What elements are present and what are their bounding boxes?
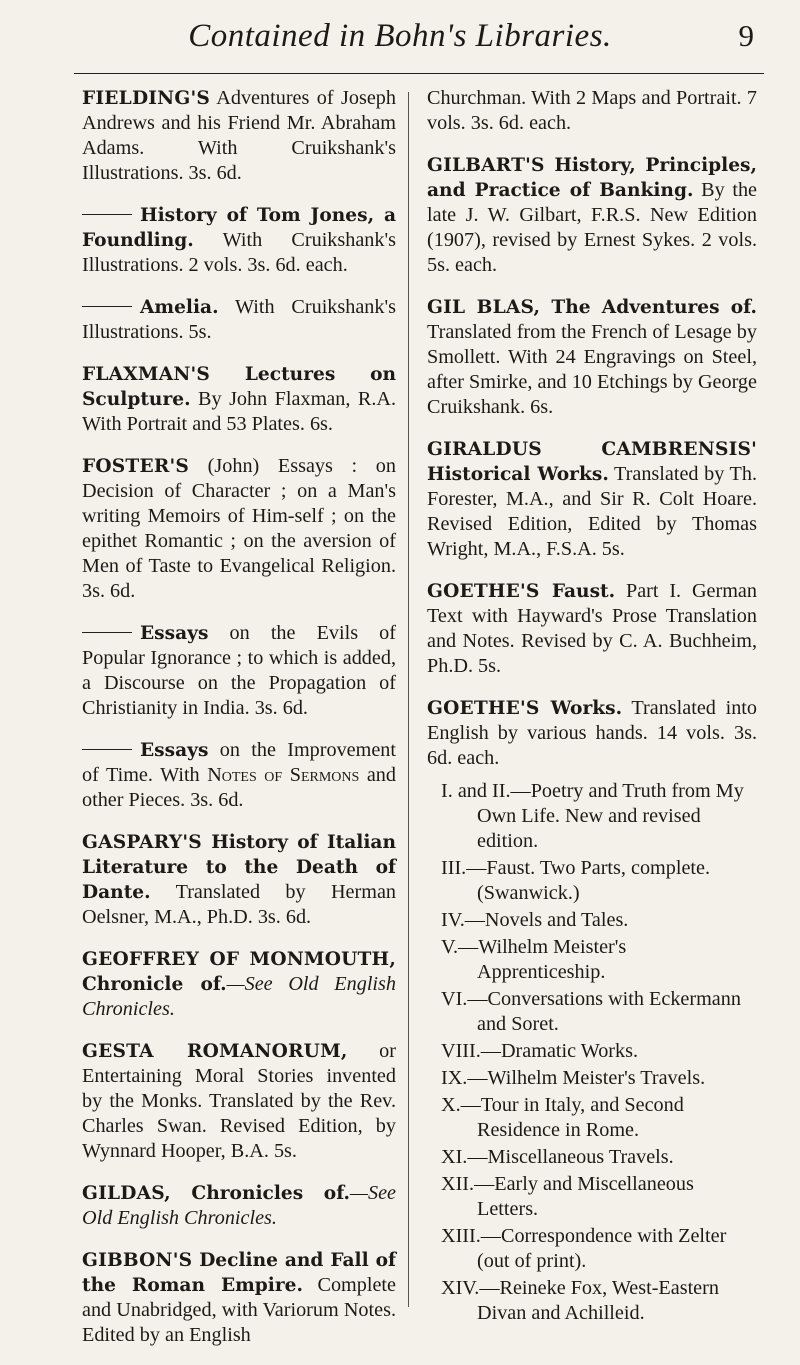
volume-item: IX.—Wilhelm Meister's Travels. <box>441 1067 706 1089</box>
entry-goethe-faust <box>427 579 757 679</box>
volume-item: VIII.—Dramatic Works. <box>441 1040 639 1062</box>
volume-item: XII.—Early and Miscellaneous Letters. <box>441 1173 694 1220</box>
entry-fielding <box>82 86 396 186</box>
volume-item: VI.—Conversations with Eckermann and Soret. <box>441 988 741 1035</box>
ditto-dash <box>82 306 132 307</box>
entry-text-b: and other Pieces. 3s. 6d. <box>82 764 396 811</box>
volume-item: I. and II.—Poetry and Truth from My Own Life. New and revised edition. <box>441 780 744 852</box>
headword-rest: Works. <box>539 698 623 719</box>
entry-gesta <box>82 1039 396 1164</box>
volume-item: V.—Wilhelm Meister's Apprenticeship. <box>441 936 627 983</box>
goethe-volume-list <box>427 779 757 1326</box>
entry-text: With Cruikshank's Illustrations. 5s. <box>82 296 396 343</box>
volume-item: III.—Faust. Two Parts, complete. (Swanwick.) <box>441 857 711 904</box>
volume-item: IV.—Novels and Tales. <box>441 909 629 931</box>
entry-text: on the Evils of Popular Ignorance ; to which is added, a Discourse on the Propagation of Christianity in India. 3s. 6d. <box>82 622 396 719</box>
entry-text: Complete and Unabridged, with Variorum Notes. Edited by an English <box>82 1274 396 1346</box>
ditto-dash <box>82 632 132 633</box>
entry-gibbon <box>82 1248 396 1348</box>
entry-text: By the late J. W. Gilbart, F.R.S. New Edition (1907), revised by Ernest Sykes. 2 vols. 5s. each. <box>427 179 757 276</box>
ditto-dash <box>82 214 132 215</box>
column-divider <box>408 92 409 1307</box>
entry-gilbart <box>427 153 757 278</box>
entry-text: Translated by Th. Forester, M.A., and Sir R. Colt Hoare. Revised Edition, Edited by Thomas Wright, M.A., F.S.A. 5s. <box>427 463 757 560</box>
entry-geoffrey <box>82 947 396 1022</box>
headword-rest: Faust. <box>539 581 616 602</box>
entry-gil-blas <box>427 295 757 420</box>
entry-text: Part I. German Text with Hayward's Prose Translation and Notes. Revised by C. A. Buchheim, Ph.D. 5s. <box>427 580 757 677</box>
headword: GOETHE'S <box>427 581 540 602</box>
headword: GIRALDUS CAMBRENSIS' <box>427 439 757 460</box>
headword: Amelia. <box>140 297 219 318</box>
headword: FIELDING'S <box>82 88 210 109</box>
headword-rest: History, Principles, and Practice of Banking. <box>427 155 757 201</box>
entry-goethe-works <box>427 696 757 771</box>
entry-tom-jones <box>82 203 396 278</box>
entry-text: or Entertaining Moral Stories invented by the Monks. Translated by the Rev. Charles Swan. Revised Edition, by Wynnard Hooper, B.A. 5s. <box>82 1040 396 1162</box>
headword-rest: History of Italian Literature to the Death of Dante. <box>82 832 396 903</box>
entry-amelia <box>82 295 396 345</box>
volume-item: X.—Tour in Italy, and Second Residence in Rome. <box>441 1094 684 1141</box>
left-column <box>82 86 396 1365</box>
headword: GESTA ROMANORUM, <box>82 1041 348 1062</box>
headword: History of Tom Jones, a Foundling. <box>82 205 396 251</box>
running-head: Contained in Bohn's Libraries. <box>188 18 612 54</box>
right-column <box>427 86 757 1328</box>
entry-text: (John) Essays : on Decision of Character ; on a Man's writing Memoirs of Him-self ; on the epithet Romantic ; on the aversion of Men of Taste to Evangelical Religion. 3s. 6d. <box>82 455 396 602</box>
entry-text: Churchman. With 2 Maps and Portrait. 7 vols. 3s. 6d. each. <box>427 87 757 134</box>
small-caps-text: Notes of Sermons <box>207 764 360 786</box>
headword-rest: The Adventures of. <box>540 297 757 318</box>
headword: GEOFFREY OF MONMOUTH, <box>82 949 396 970</box>
entry-text: on the Improvement of Time. With <box>82 739 396 786</box>
headword: GIBBON'S <box>82 1250 193 1271</box>
headword: GILDAS, <box>82 1183 171 1204</box>
volume-item: XI.—Miscellaneous Travels. <box>441 1146 674 1168</box>
headword: GIL BLAS, <box>427 297 541 318</box>
ditto-dash <box>82 749 132 750</box>
headword: Essays <box>140 623 209 644</box>
entry-text: By John Flaxman, R.A. With Portrait and 53 Plates. 6s. <box>82 388 396 435</box>
headword-rest: Chronicle of. <box>82 974 227 995</box>
page-header <box>0 18 800 68</box>
entry-gildas <box>82 1181 396 1231</box>
see-reference: —See Old English Chronicles. <box>82 1182 396 1229</box>
page-number: 9 <box>738 18 754 53</box>
entry-text: Translated into English by various hands. 14 vols. 3s. 6d. each. <box>427 697 757 769</box>
headword: Essays <box>140 740 209 761</box>
entry-gibbon-continued <box>427 86 757 136</box>
see-reference: —See Old English Chronicles. <box>82 973 396 1020</box>
entry-foster <box>82 454 396 604</box>
headword: GOETHE'S <box>427 698 540 719</box>
entry-gaspary <box>82 830 396 930</box>
volume-item: XIV.—Reineke Fox, West-Eastern Divan and Achilleid. <box>441 1277 719 1324</box>
volume-item: XIII.—Correspondence with Zelter (out of print). <box>441 1225 727 1272</box>
headword-rest: Lectures on Sculpture. <box>82 364 396 410</box>
entry-giraldus <box>427 437 757 562</box>
headword: FLAXMAN'S <box>82 364 211 385</box>
entry-flaxman <box>82 362 396 437</box>
entry-text: Translated from the French of Lesage by Smollett. With 24 Engravings on Steel, after Smirke, and 10 Etchings by George Cruikshank. 6s. <box>427 321 757 418</box>
entry-foster-evils <box>82 621 396 721</box>
headword: FOSTER'S <box>82 456 190 477</box>
header-rule <box>74 73 764 74</box>
headword-rest: Decline and Fall of the Roman Empire. <box>82 1250 396 1296</box>
headword: GASPARY'S <box>82 832 202 853</box>
entry-text: With Cruikshank's Illustrations. 2 vols. 3s. 6d. each. <box>82 229 396 276</box>
headword-rest: Chronicles of. <box>170 1183 351 1204</box>
entry-text: Adventures of Joseph Andrews and his Friend Mr. Abraham Adams. With Cruikshank's Illustrations. 3s. 6d. <box>82 87 396 184</box>
entry-foster-improvement <box>82 738 396 813</box>
headword-rest: Historical Works. <box>427 464 609 485</box>
entry-text: Translated by Herman Oelsner, M.A., Ph.D. 3s. 6d. <box>82 881 396 928</box>
headword: GILBART'S <box>427 155 545 176</box>
